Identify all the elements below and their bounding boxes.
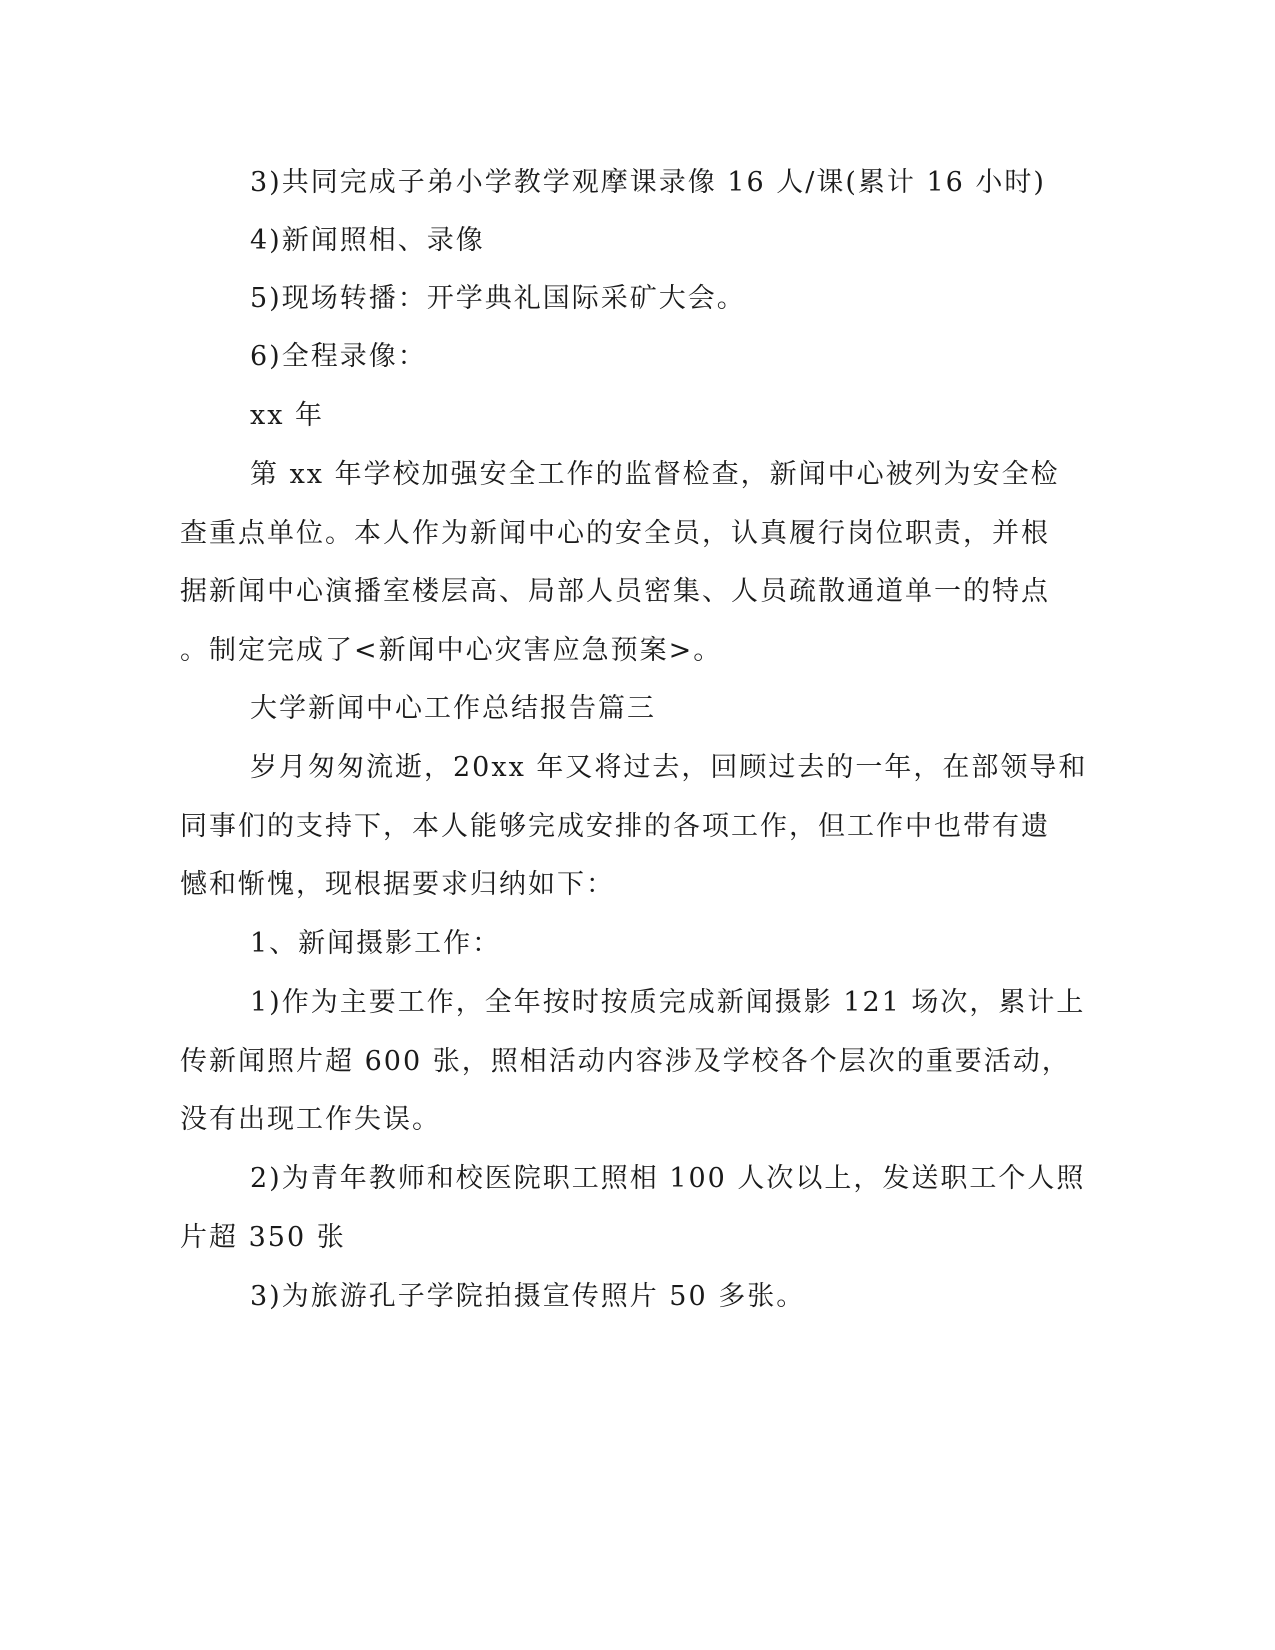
text-line: 2)为青年教师和校医院职工照相 100 人次以上，发送职工个人照 — [250, 1163, 1086, 1194]
text-line: 查重点单位。本人作为新闻中心的安全员，认真履行岗位职责，并根 — [180, 518, 1050, 549]
text-line: 岁月匆匆流逝，20xx 年又将过去，回顾过去的一年，在部领导和 — [250, 752, 1088, 783]
text-line: 6)全程录像： — [250, 341, 427, 372]
text-line: 5)现场转播：开学典礼国际采矿大会。 — [250, 283, 746, 314]
text-line: 4)新闻照相、录像 — [250, 225, 485, 256]
text-line: 3)为旅游孔子学院拍摄宣传照片 50 多张。 — [250, 1281, 806, 1312]
text-line: 没有出现工作失误。 — [180, 1104, 441, 1135]
text-line: 据新闻中心演播室楼层高、局部人员密集、人员疏散通道单一的特点 — [180, 576, 1050, 607]
text-line: 3)共同完成子弟小学教学观摩课录像 16 人/课(累计 16 小时) — [250, 167, 1046, 198]
text-line: 同事们的支持下，本人能够完成安排的各项工作，但工作中也带有遗 — [180, 811, 1050, 842]
text-line: 憾和惭愧，现根据要求归纳如下： — [180, 869, 615, 900]
text-line: xx 年 — [250, 400, 325, 431]
text-line: 第 xx 年学校加强安全工作的监督检查，新闻中心被列为安全检 — [250, 459, 1060, 490]
text-line: 1)作为主要工作，全年按时按质完成新闻摄影 121 场次，累计上 — [250, 987, 1086, 1018]
text-line: 1、新闻摄影工作： — [250, 928, 502, 959]
text-line: 片超 350 张 — [180, 1222, 346, 1253]
section-heading: 大学新闻中心工作总结报告篇三 — [250, 693, 656, 724]
text-line: 。制定完成了<新闻中心灾害应急预案>。 — [180, 635, 723, 666]
text-line: 传新闻照片超 600 张，照相活动内容涉及学校各个层次的重要活动， — [180, 1046, 1071, 1077]
